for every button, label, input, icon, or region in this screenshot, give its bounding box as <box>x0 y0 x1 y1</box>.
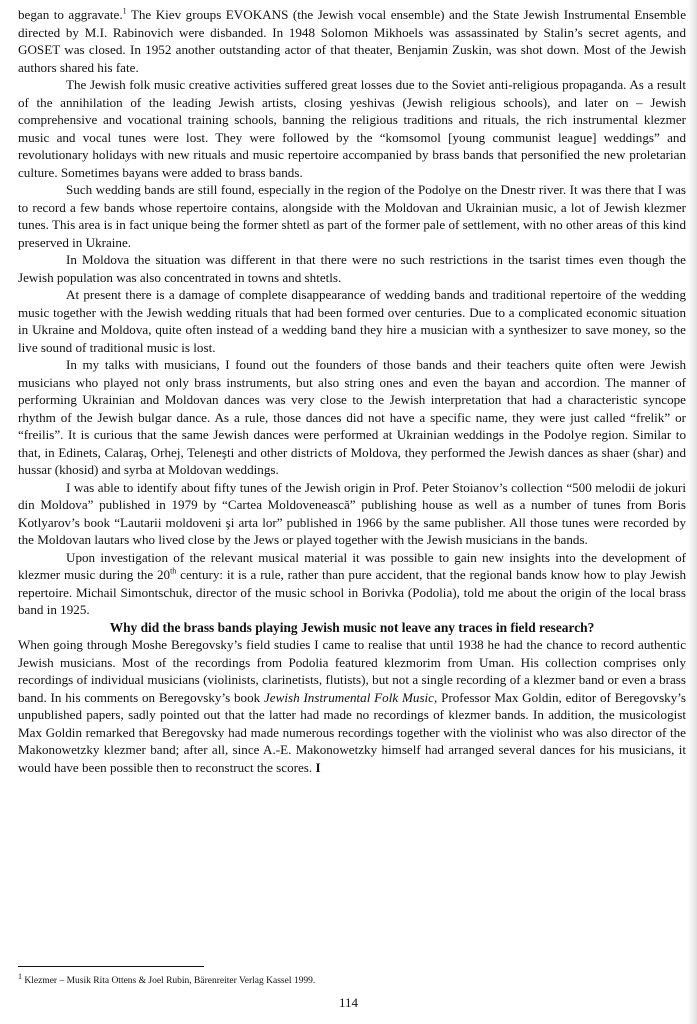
page-number: 114 <box>338 995 359 1010</box>
paragraph <box>18 6 686 76</box>
text-run: In Moldova the situation was different in that there were no such restrictions in the tsarist times even though the Jewish population was also concentrated in towns and shtetls. <box>18 252 686 285</box>
section-heading: Why did the brass bands playing Jewish music not leave any traces in field research? <box>109 619 595 635</box>
page-body <box>18 6 686 776</box>
text-run: At present there is a damage of complete disappearance of wedding bands and traditional repertoire of the wedding music together with the Jewish wedding rituals that had been formed over centuries. Due to a complicated economic situation in Ukraine and Moldova, quite often instead of a wedding band they hire a musician with a synthesizer to save money, so the live sound of traditional music is lost. <box>18 287 686 355</box>
paragraph <box>18 286 686 356</box>
footnote <box>18 971 678 987</box>
paragraph <box>18 76 686 181</box>
footnote-separator <box>18 966 204 967</box>
text-run: The Kiev groups EVOKANS (the Jewish vocal ensemble) and the State Jewish Instrumental Ensemble directed by M.I. Rabinovich were disbanded. In 1948 Solomon Mikhoels was assassinated by Stalin’s secret agents, and GOSET was closed. In 1952 another outstanding actor of that theater, Benjamin Zuskin, was shot down. Most of the Jewish authors shared his fate. <box>18 7 687 75</box>
text-run: century: it is a rule, rather than pure accident, that the regional bands know how to play Jewish repertoire. Michail Simontschuk, director of the music school in Borivka (Podolia), told me about the origin of the local brass band in 1925. <box>18 567 686 617</box>
paragraph <box>18 251 686 286</box>
paragraph <box>18 479 686 549</box>
text-run: Upon investigation of the relevant musical material it was possible to gain new insights into the development of klezmer music during the 20 <box>18 549 686 582</box>
text-run: The Jewish folk music creative activities suffered great losses due to the Soviet anti-religious propaganda. As a result of the annihilation of the leading Jewish artists, closing yeshivas (Jewish religious schools), and later on – Jewish comprehensive and vocational training schools, banning the religious traditions and rituals, the rich instrumental klezmer music and vocal tunes were lost. They were followed by the “komsomol [young communist league] weddings” and revolutionary holidays with new rituals and music repertoire accompanied by brass bands that personified the new proletarian culture. Sometimes bayans were added to brass bands. <box>18 77 686 180</box>
bold-text: I <box>315 759 321 775</box>
footnote-marker: 1 <box>18 971 22 981</box>
superscript: 1 <box>122 6 127 16</box>
book-title: Jewish Instrumental Folk Music <box>264 689 434 705</box>
scan-edge-shadow <box>688 0 697 1024</box>
text-run: began to aggravate. <box>18 7 123 22</box>
text-run: I was able to identify about fifty tunes of the Jewish origin in Prof. Peter Stoianov’s collection “500 melodii de jokuri din Moldova” published in 1979 by “Cartea Moldovenească” publishing house as well as a number of tunes from Boris Kotlyarov’s book “Lautarii moldoveni şi arta lor” published in 1966 by the same publisher. All those tunes were recorded by the Moldovan lautars who lived close by the Jews or played together with the Jewish musicians in the bands. <box>18 479 686 547</box>
text-run: When going through Moshe Beregovsky’s field studies I came to realise that until 1938 he had the chance to record authentic Jewish musicians. Most of the recordings from Podolia featured klezmorim from Uman. His collection comprises only recordings of individual musicians (violinists, clarinetists, flutists), but not a single recording of a klezmer band or even a brass band. In his comments on Beregovsky’s book <box>18 637 686 705</box>
text-run: In my talks with musicians, I found out the founders of those bands and their teachers quite often were Jewish musicians who played not only brass instruments, but also string ones and even the bayan and accordion. The manner of performing Ukrainian and Moldovan dances was very close to the Jewish interpretation that had a characteristic syncope rhythm of the Jewish bulgar dance. As a rule, those dances did not have a specific name, they were just called “frelik” or “freilis”. It is curious that the same Jewish dances were performed at Ukrainian weddings in the Podolye region. Similar to that, in Edinets, Calaraş, Orhej, Teleneşti and other districts of Moldova, they performed the Jewish dances as shaer (shar) and hussar (khosid) and syrba at Moldovan weddings. <box>18 357 686 477</box>
text-run: , Professor Max Goldin, editor of Beregovsky’s unpublished papers, sadly pointed out that the latter had made no recordings of klezmer bands. In addition, the musicologist Max Goldin remarked that Beregovsky had made numerous recordings together with the violinist who was also director of the Makonowetzky klezmer band; after all, since A.-E. Makonowetzky himself had arranged several dances for his musicians, it would have been possible then to reconstruct the scores. <box>18 689 686 775</box>
closing-paragraph <box>18 636 686 776</box>
paragraph <box>18 549 686 619</box>
text-run: Such wedding bands are still found, especially in the region of the Podolye on the Dnestr river. It was there that I was to record a few bands whose repertoire contains, alongside with the Moldovan and Ukrainian music, a lot of Jewish klezmer tunes. This area is in fact unique being the former shtetl as part of the former pale of settlement, with no other areas of this kind preserved in Ukraine. <box>18 182 686 250</box>
footnote-text: Klezmer – Musik Rita Ottens & Joel Rubin, Bärenreiter Verlag Kassel 1999. <box>22 976 316 986</box>
paragraph <box>18 356 686 479</box>
paragraph <box>18 181 686 251</box>
body-paragraphs <box>18 6 686 619</box>
superscript: th <box>170 566 177 576</box>
